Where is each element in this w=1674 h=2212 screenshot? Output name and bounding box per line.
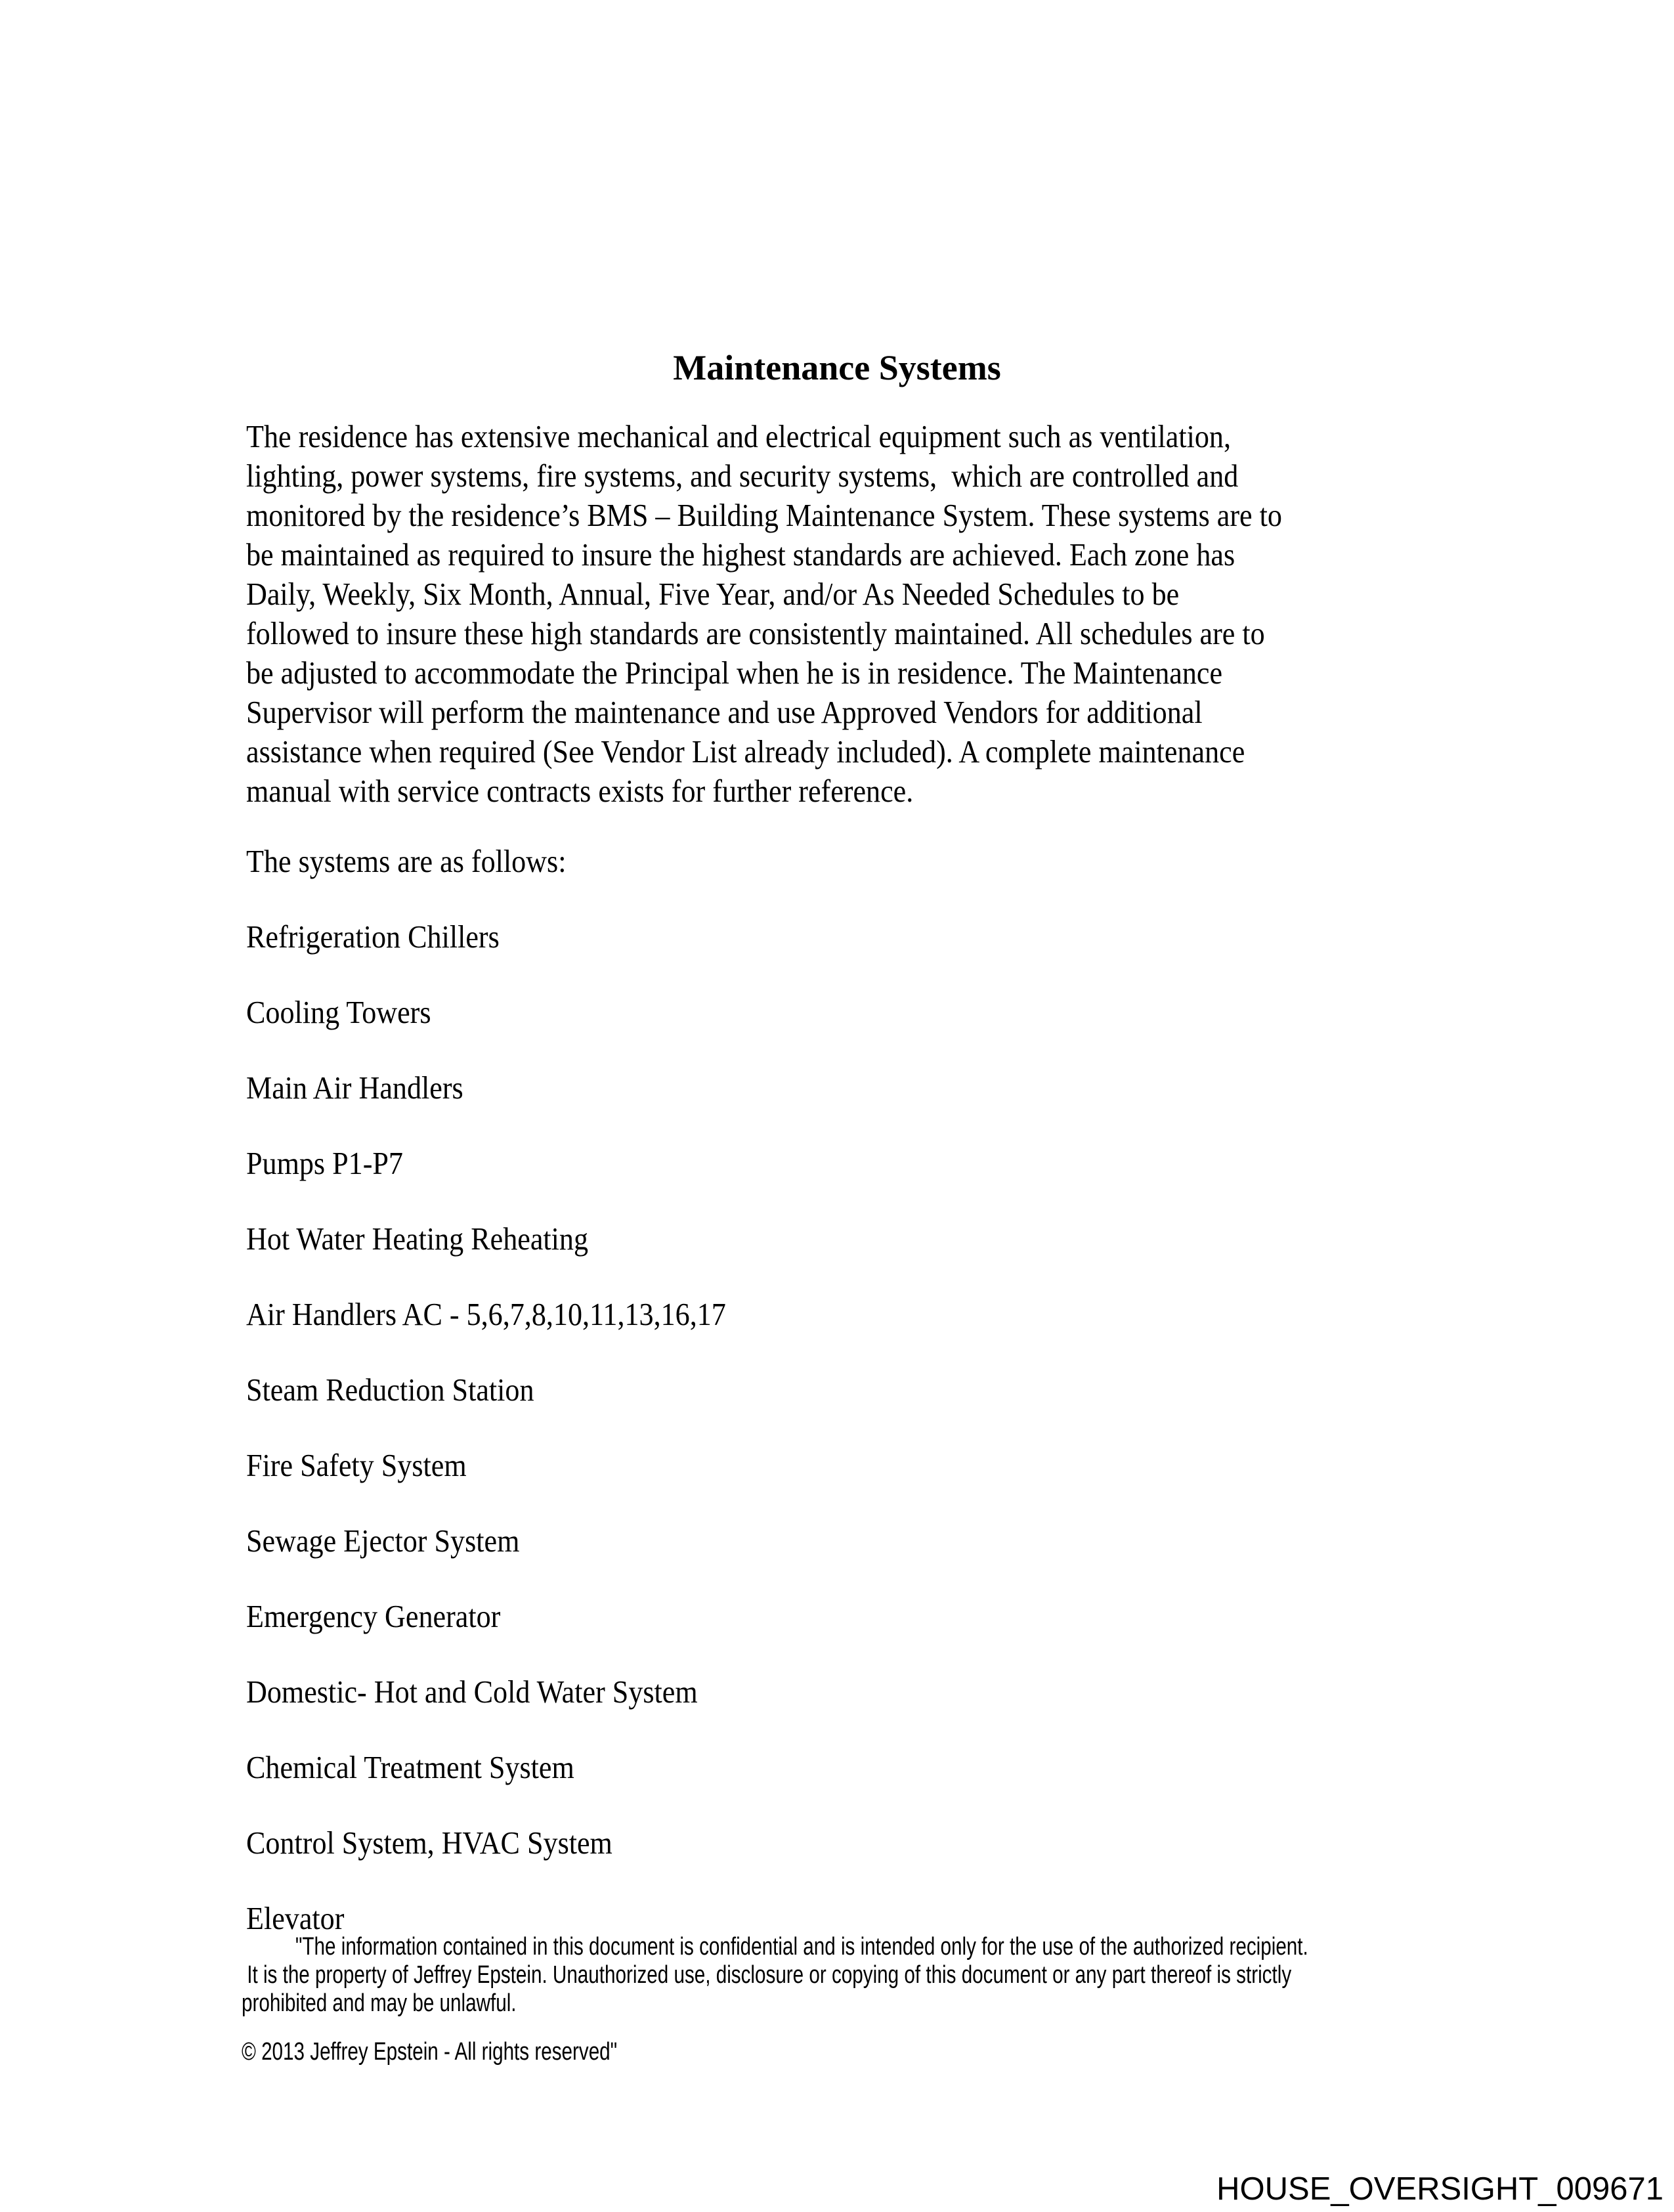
document-title: Maintenance Systems xyxy=(673,348,1001,387)
disclaimer-line: It is the property of Jeffrey Epstein. Unauthorized use, disclosure or copying of this document or any part thereof is strictly xyxy=(242,1961,1292,1989)
paragraph-line: manual with service contracts exists for further reference. xyxy=(246,773,914,809)
system-list-item: Pumps P1-P7 xyxy=(246,1145,403,1181)
paragraph-line: be maintained as required to insure the highest standards are achieved. Each zone has xyxy=(246,536,1235,573)
copyright-line: © 2013 Jeffrey Epstein - All rights reserved" xyxy=(242,2038,618,2066)
bates-stamp: HOUSE_OVERSIGHT_009671 xyxy=(1216,2171,1663,2207)
system-list-item: Steam Reduction Station xyxy=(246,1372,534,1408)
system-list-item: Cooling Towers xyxy=(246,994,431,1030)
disclaimer-line: prohibited and may be unlawful. xyxy=(242,1989,517,2017)
paragraph-line: The residence has extensive mechanical and electrical equipment such as ventilation, xyxy=(246,418,1232,454)
paragraph-line: Daily, Weekly, Six Month, Annual, Five Year, and/or As Needed Schedules to be xyxy=(246,576,1180,612)
system-list-item: Chemical Treatment System xyxy=(246,1749,574,1785)
system-list-item: Sewage Ejector System xyxy=(246,1523,520,1559)
paragraph-line: assistance when required (See Vendor List already included). A complete maintenance xyxy=(246,733,1245,770)
confidentiality-disclaimer xyxy=(242,1933,1419,2018)
system-list-item: Main Air Handlers xyxy=(246,1070,463,1106)
intro-paragraph xyxy=(246,417,1316,811)
paragraph-line: monitored by the residence’s BMS – Building Maintenance System. These systems are to xyxy=(246,497,1282,533)
paragraph-line: lighting, power systems, fire systems, and security systems, which are controlled and xyxy=(246,458,1239,494)
system-list-item: Refrigeration Chillers xyxy=(246,919,500,955)
paragraph-line: be adjusted to accommodate the Principal when he is in residence. The Maintenance xyxy=(246,655,1223,691)
system-list-item: Elevator xyxy=(246,1900,345,1936)
systems-list xyxy=(246,917,726,1974)
disclaimer-line: "The information contained in this document is confidential and is intended only for the use of the authorized recipient. xyxy=(295,1933,1308,1961)
paragraph-line: followed to insure these high standards are consistently maintained. All schedules are to xyxy=(246,615,1265,651)
system-list-item: Domestic- Hot and Cold Water System xyxy=(246,1674,698,1710)
system-list-item: Emergency Generator xyxy=(246,1598,501,1634)
paragraph-line: Supervisor will perform the maintenance and use Approved Vendors for additional xyxy=(246,694,1203,730)
system-list-item: Control System, HVAC System xyxy=(246,1825,612,1861)
system-list-item: Hot Water Heating Reheating xyxy=(246,1221,589,1257)
system-list-item: Air Handlers AC - 5,6,7,8,10,11,13,16,17 xyxy=(246,1296,726,1332)
systems-list-intro: The systems are as follows: xyxy=(246,843,567,879)
system-list-item: Fire Safety System xyxy=(246,1447,467,1483)
